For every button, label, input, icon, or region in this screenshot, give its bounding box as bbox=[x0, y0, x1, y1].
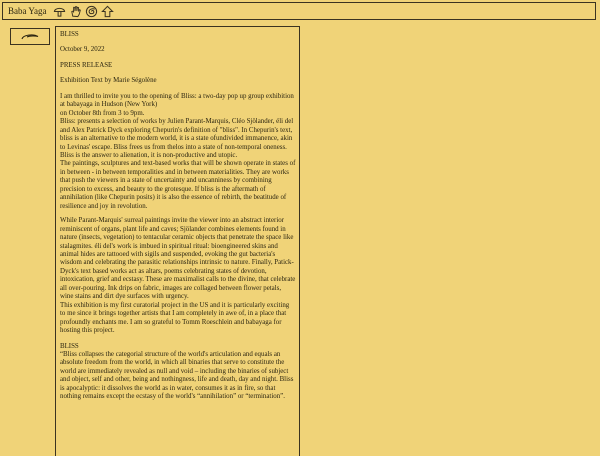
body-paragraph: The paintings, sculptures and text-based works that will be shown operate in states of in between - in between temporalities and in between materialities. They are works that push the viewers in a state of uncertainty and uncanniness by combining precision to excess, and beauty to the grotesque. If bliss is the aftermath of annihilation (like Chepurin posits) it is also the essence of rebirth, the beatitude of resilience and joy in revolution. bbox=[60, 160, 296, 210]
scribble-icon bbox=[19, 32, 41, 42]
section-title: BLISS bbox=[60, 342, 79, 350]
body-paragraph: While Parant-Marquis' surreal paintings invite the viewer into an abstract interior reminiscent of organs, plant life and caves; Sjölander combines elements found in nature (insects, vegetation) to tentacular ceramic objects that penetrate the space like stalagmites. éli del's work is imbued in spiritual ritual: bioengineered skins and animal hides are tattooed with sigils and suspended, evoking the gut bacteria's wisdom and celebrating the parasitic relationships intrinsic to nature. Finally, Patick-Dyck's text based works act as altars, poems celebrating states of devotion, intoxication, grief and ecstasy. These are maximalist calls to the divine, that celebrate all over-pouring. Ink drips on fabric, images are collaged between flower petals, wine stains and dirt dye surfaces with urgency. bbox=[60, 217, 296, 301]
author-line: Exhibition Text by Marie Ségolène bbox=[60, 77, 157, 85]
hand-icon[interactable] bbox=[69, 5, 82, 18]
article-content bbox=[56, 27, 296, 402]
opening-time: on October 8th from 3 to 9pm. bbox=[60, 109, 145, 117]
site-brand[interactable]: Baba Yaga bbox=[8, 6, 47, 16]
body-paragraph: This exhibition is my first curatorial project in the US and it is particularly exciting to me since it brings together artists that I am completely in awe of, in a place that profoundly enchants me. I am so grateful to Tomm Roeschlein and babayaga for hosting this project. bbox=[60, 301, 290, 335]
mushroom-icon[interactable] bbox=[53, 5, 66, 18]
spiral-icon[interactable] bbox=[85, 5, 98, 18]
intro-paragraph: I am thrilled to invite you to the opening of Bliss: a two-day pop up group exhibition at babayaga in Hudson (New York) bbox=[60, 92, 294, 109]
press-release-label: PRESS RELEASE bbox=[60, 61, 113, 69]
up-arrow-icon[interactable] bbox=[101, 5, 114, 18]
article-thumbnail[interactable] bbox=[10, 28, 50, 45]
body-paragraph: Bliss: presents a selection of works by Julien Parant-Marquis, Cléo Sjölander, éli del and Alex Patrick Dyck exploring Chepurin's definition of "bliss". In Chepurin's text, bliss is an alternative to the modern world, it is a state ofundivided immanence, akin to Levinas' escape. Bliss frees us from thelos into a state of non-temporal oneness. Bliss is the answer to alienation, it is non-productive and utopic. bbox=[60, 118, 294, 159]
article-date: October 9, 2022 bbox=[60, 46, 105, 54]
article-title: BLISS bbox=[60, 31, 79, 38]
top-bar bbox=[2, 2, 596, 20]
article-panel bbox=[55, 26, 300, 456]
quote-paragraph: “Bliss collapses the categorial structure of the world's articulation and equals an absolute freedom from the world, in which all binaries that serve to constitute the world are immediately revealed as null and void – including the binaries of subject and object, self and other, being and nothingness, life and death, day and night. Bliss is apocalyptic: it dissolves the world as in water, consumes it as in fire, so that nothing remains except the ecstasy of the world's “annihilation” or “termination”. bbox=[60, 350, 294, 401]
